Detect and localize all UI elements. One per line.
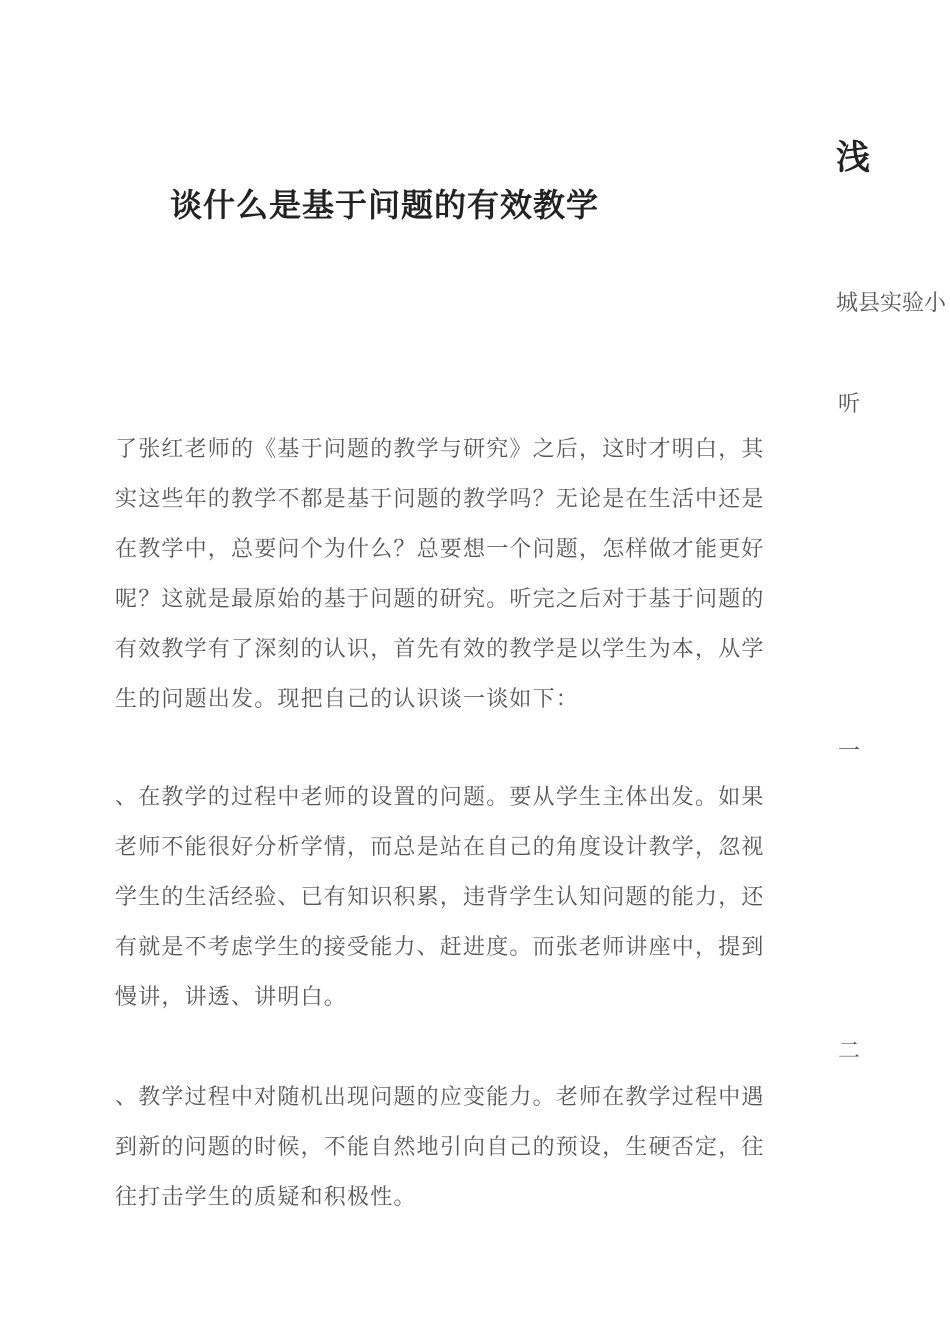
paragraph-1-lead: 听 [838,392,861,417]
paragraph-line: 有就是不考虑学生的接受能力、赶进度。而张老师讲座中，提到 [115,935,765,960]
page-title: 谈什么是基于问题的有效教学 [170,186,600,224]
paragraph-3-lead: 二 [838,1039,861,1064]
paragraph-line: 到新的问题的时候，不能自然地引向自己的预设，生硬否定，往 [115,1135,765,1160]
paragraph-3 [115,1073,839,1223]
paragraph-line: 、在教学的过程中老师的设置的问题。要从学生主体出发。如果 [115,785,765,810]
paragraph-1 [115,425,839,725]
author-line: 城县实验小 [836,291,947,316]
paragraph-line: 老师不能很好分析学情，而总是站在自己的角度设计教学，忽视 [115,835,765,860]
paragraph-2-lead: 一 [838,739,861,764]
paragraph-line: 了张红老师的《基于问题的教学与研究》之后，这时才明白，其 [115,437,765,462]
paragraph-line: 学生的生活经验、已有知识积累，违背学生认知问题的能力，还 [115,885,765,910]
paragraph-line: 往打击学生的质疑和积极性。 [115,1185,417,1210]
paragraph-line: 在教学中，总要问个为什么？总要想一个问题，怎样做才能更好 [115,537,765,562]
title-first-char: 浅 [836,138,870,178]
paragraph-2 [115,773,839,1023]
paragraph-line: 实这些年的教学不都是基于问题的教学吗？无论是在生活中还是 [115,487,765,512]
paragraph-line: 、教学过程中对随机出现问题的应变能力。老师在教学过程中遇 [115,1085,765,1110]
paragraph-line: 有效教学有了深刻的认识，首先有效的教学是以学生为本，从学 [115,637,765,662]
paragraph-line: 生的问题出发。现把自己的认识谈一谈如下： [115,687,580,712]
paragraph-line: 慢讲，讲透、讲明白。 [115,985,348,1010]
paragraph-line: 呢？这就是最原始的基于问题的研究。听完之后对于基于问题的 [115,587,765,612]
